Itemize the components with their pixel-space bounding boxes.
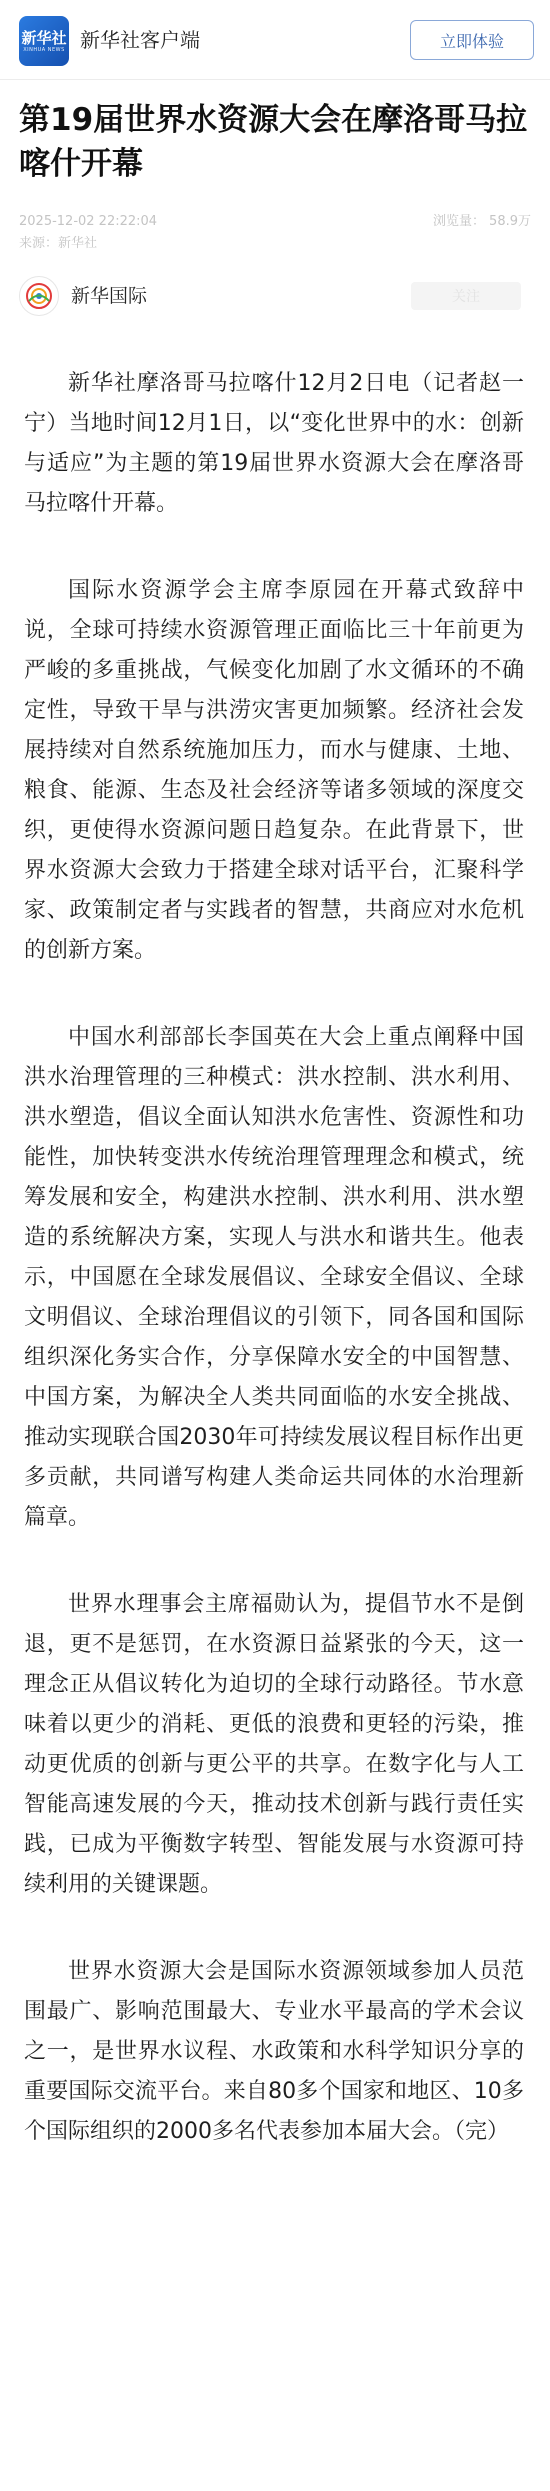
article-meta	[19, 212, 531, 251]
logo-text: 新华社	[21, 28, 67, 47]
view-count-label: 浏览量：	[433, 214, 486, 229]
xinhua-international-logo-icon	[24, 281, 54, 311]
follow-button[interactable]: 关注	[411, 282, 521, 310]
view-count-value: 58.9万	[489, 214, 531, 229]
author-row	[19, 276, 531, 316]
app-header	[0, 0, 550, 80]
view-count	[433, 212, 531, 232]
logo-subtext: XINHUA NEWS	[23, 46, 65, 53]
open-app-button[interactable]: 立即体验	[410, 20, 534, 60]
article-source: 来源：新华社	[19, 236, 98, 251]
author-name[interactable]: 新华国际	[71, 285, 148, 307]
article-body	[24, 364, 524, 2199]
article-paragraph: 国际水资源学会主席李原园在开幕式致辞中说，全球可持续水资源管理正面临比三十年前更为严峻的多重挑战，气候变化加剧了水文循环的不确定性，导致干旱与洪涝灾害更加频繁。经济社会发展持续对自然系统施加压力，而水与健康、土地、粮食、能源、生态及社会经济等诸多领域的深度交织，更使得水资源问题日趋复杂。在此背景下，世界水资源大会致力于搭建全球对话平台，汇聚科学家、政策制定者与实践者的智慧，共商应对水危机的创新方案。	[24, 578, 524, 963]
publish-date: 2025-12-02 22:22:04	[19, 214, 158, 229]
article-paragraph: 世界水理事会主席福勋认为，提倡节水不是倒退，更不是惩罚，在水资源日益紧张的今天，这一理念正从倡议转化为迫切的全球行动路径。节水意味着以更少的消耗、更低的浪费和更轻的污染，推动更优质的创新与更公平的共享。在数字化与人工智能高速发展的今天，推动技术创新与践行责任实践，已成为平衡数字转型、智能发展与水资源可持续利用的关键课题。	[24, 1592, 524, 1897]
article-paragraph: 新华社摩洛哥马拉喀什12月2日电（记者赵一宁）当地时间12月1日，以“变化世界中的水：创新与适应”为主题的第19届世界水资源大会在摩洛哥马拉喀什开幕。	[24, 371, 524, 516]
author-avatar[interactable]	[19, 276, 59, 316]
app-name: 新华社客户端	[80, 28, 200, 52]
article-paragraph: 世界水资源大会是国际水资源领域参加人员范围最广、影响范围最大、专业水平最高的学术会议之一，是世界水议程、水政策和水科学知识分享的重要国际交流平台。来自80多个国家和地区、10多个国际组织的2000多名代表参加本届大会。（完）	[24, 1959, 524, 2144]
xinhua-logo-icon[interactable]	[19, 16, 69, 66]
article-title: 第19届世界水资源大会在摩洛哥马拉喀什开幕	[19, 102, 528, 182]
article-paragraph: 中国水利部部长李国英在大会上重点阐释中国洪水治理管理的三种模式：洪水控制、洪水利用、洪水塑造，倡议全面认知洪水危害性、资源性和功能性，加快转变洪水传统治理管理理念和模式，统筹发展和安全，构建洪水控制、洪水利用、洪水塑造的系统解决方案，实现人与洪水和谐共生。他表示，中国愿在全球发展倡议、全球安全倡议、全球文明倡议、全球治理倡议的引领下，同各国和国际组织深化务实合作，分享保障水安全的中国智慧、中国方案，为解决全人类共同面临的水安全挑战、推动实现联合国2030年可持续发展议程目标作出更多贡献，共同谱写构建人类命运共同体的水治理新篇章。	[24, 1025, 524, 1530]
